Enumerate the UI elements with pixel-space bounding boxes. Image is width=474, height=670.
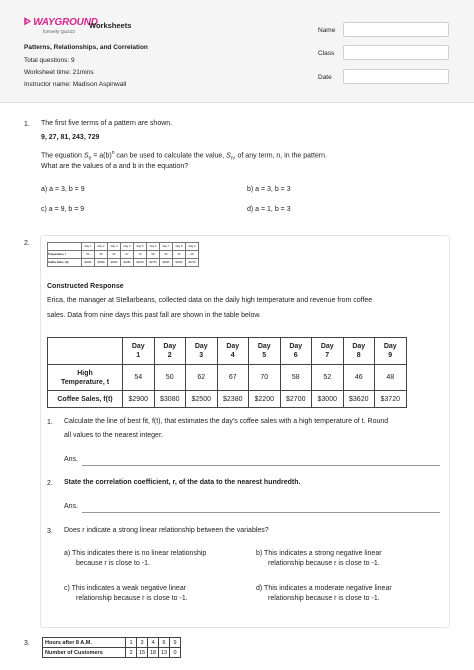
thumb-cell: $2900	[82, 259, 95, 267]
brand-subtitle: formerly Quizizz	[43, 29, 76, 34]
date-label: Date	[318, 74, 332, 81]
subquestion-1-ans-label: Ans.	[64, 456, 79, 463]
thumb-header: Day 1	[82, 243, 95, 251]
table-cell: 46	[343, 365, 375, 391]
table-header-day: Day 2	[154, 338, 186, 365]
thumb-cell: $2380	[121, 259, 134, 267]
thumb-row-label: Coffee Sales, f(t)	[48, 259, 82, 267]
table-cell: $2700	[280, 391, 312, 408]
table-cell: 0	[170, 648, 181, 658]
question-1-option-b[interactable]: b) a = 3, b = 3	[247, 186, 291, 193]
table-cell: 1	[126, 638, 137, 648]
table-cell: 52	[312, 365, 344, 391]
table-cell: 70	[249, 365, 281, 391]
table-cell: 18	[148, 648, 159, 658]
table-cell: $2900	[123, 391, 155, 408]
question-1-text: The first five terms of a pattern are shown.	[41, 120, 173, 127]
constructed-response-heading: Constructed Response	[47, 283, 124, 290]
name-field[interactable]	[343, 22, 449, 37]
subquestion-2-text: State the correlation coefficient, r, of the data to the nearest hundredth.	[64, 479, 301, 486]
table-cell: 15	[137, 648, 148, 658]
thumb-corner	[48, 243, 82, 251]
name-label: Name	[318, 27, 336, 34]
thumb-cell: 46	[173, 251, 186, 259]
table-header-day: Day 4	[217, 338, 249, 365]
thumb-header: Day 5	[134, 243, 147, 251]
table-cell: 2	[126, 648, 137, 658]
table-cell: 67	[217, 365, 249, 391]
table-cell: $2500	[186, 391, 218, 408]
thumb-cell: 62	[108, 251, 121, 259]
row-label-customers: Number of Customers	[43, 648, 126, 658]
table-cell: 4	[148, 638, 159, 648]
table-cell: 58	[280, 365, 312, 391]
thumb-header: Day 6	[147, 243, 160, 251]
date-field[interactable]	[343, 69, 449, 84]
thumb-header: Day 3	[108, 243, 121, 251]
thumb-header: Day 7	[160, 243, 173, 251]
table-header-day: Day 3	[186, 338, 218, 365]
thumb-cell: 67	[121, 251, 134, 259]
table-cell: $3080	[154, 391, 186, 408]
table-row-label-sales: Coffee Sales, f(t)	[48, 391, 123, 408]
subquestion-1-text-b: all values to the nearest integer.	[64, 432, 163, 439]
thumb-cell: 48	[186, 251, 199, 259]
worksheet-title: Patterns, Relationships, and Correlation	[24, 44, 148, 51]
worksheet-header	[0, 0, 474, 103]
class-label: Class	[318, 50, 335, 57]
table-cell: 48	[375, 365, 407, 391]
customers-table	[42, 637, 181, 658]
table-header-day: Day 9	[375, 338, 407, 365]
table-corner	[48, 338, 123, 365]
table-cell: $2380	[217, 391, 249, 408]
table-cell: 13	[159, 648, 170, 658]
subquestion-2-number: 2.	[47, 480, 53, 487]
logo-mark-icon: ᐈ	[24, 17, 32, 28]
thumb-cell: 52	[160, 251, 173, 259]
table-header-day: Day 8	[343, 338, 375, 365]
thumb-header: Day 8	[173, 243, 186, 251]
question-2-number: 2.	[24, 240, 30, 247]
thumb-row-label: Temperature, t	[48, 251, 82, 259]
table-header-day: Day 1	[123, 338, 155, 365]
question-1-equation: The equation $S_n = a(b)^n$ can be used to calculate the value, $S_n$, of any term, n, in the pattern.	[41, 150, 328, 162]
table-cell: $3720	[375, 391, 407, 408]
question-2-paragraph-2: sales. Data from nine days this past fall are shown in the table below.	[47, 312, 262, 319]
question-1-number: 1.	[24, 121, 30, 128]
thumb-cell: 50	[95, 251, 108, 259]
thumb-cell: $3720	[186, 259, 199, 267]
table-cell: 50	[154, 365, 186, 391]
thumb-cell: $2700	[147, 259, 160, 267]
thumb-header: Day 2	[95, 243, 108, 251]
subquestion-3-number: 3.	[47, 528, 53, 535]
thumb-cell: $3080	[95, 259, 108, 267]
question-2-paragraph-1: Erica, the manager at Stellarbeans, collected data on the daily high temperature and revenue from coffee	[47, 297, 373, 304]
subquestion-1-number: 1.	[47, 419, 53, 426]
question-1-option-d[interactable]: d) a = 1, b = 3	[247, 206, 291, 213]
subquestion-3-option-b[interactable]: b) This indicates a strong negative linear relationship because r is close to -1.	[256, 550, 382, 567]
subquestion-1-answer-line[interactable]	[82, 465, 440, 466]
question-2-thumbnail-table	[47, 242, 199, 267]
table-cell: $3000	[312, 391, 344, 408]
table-header-day: Day 7	[312, 338, 344, 365]
thumb-header: Day 9	[186, 243, 199, 251]
table-row-label-temperature: High Temperature, t	[48, 365, 123, 391]
thumb-cell: 54	[82, 251, 95, 259]
subquestion-1-text-a: Calculate the line of best fit, f(t), that estimates the day's coffee sales with a high temperature of t. Round	[64, 418, 389, 425]
worksheets-label: Worksheets	[89, 21, 132, 30]
question-1-sequence: 9, 27, 81, 243, 729	[41, 134, 100, 141]
thumb-cell: $3620	[173, 259, 186, 267]
table-cell: 9	[170, 638, 181, 648]
class-field[interactable]	[343, 45, 449, 60]
table-cell: $2200	[249, 391, 281, 408]
question-3-number: 3.	[24, 640, 30, 647]
table-cell: 6	[159, 638, 170, 648]
worksheet-time: Worksheet time: 21mins	[24, 69, 94, 76]
question-1-prompt: What are the values of a and b in the equation?	[41, 163, 189, 170]
thumb-cell: 58	[147, 251, 160, 259]
thumb-cell: $2200	[134, 259, 147, 267]
brand-logo	[24, 17, 98, 28]
table-header-day: Day 5	[249, 338, 281, 365]
thumb-cell: 70	[134, 251, 147, 259]
subquestion-3-text: Does r indicate a strong linear relationship between the variables?	[64, 527, 269, 534]
table-cell: 62	[186, 365, 218, 391]
total-questions: Total questions: 9	[24, 57, 75, 64]
subquestion-3-option-a[interactable]: a) This indicates there is no linear relationship because r is close to -1.	[64, 550, 207, 567]
table-header-day: Day 6	[280, 338, 312, 365]
table-cell: 3	[137, 638, 148, 648]
table-cell: 54	[123, 365, 155, 391]
question-1-option-c[interactable]: c) a = 9, b = 9	[41, 206, 85, 213]
subquestion-3-option-c[interactable]: c) This indicates a weak negative linear relationship because r is close to -1.	[64, 585, 188, 602]
brand-name: WAYGROUND	[33, 17, 98, 28]
instructor-name: Instructor name: Madison Aspinwall	[24, 81, 127, 88]
row-label-hours: Hours after 8 A.M.	[43, 638, 126, 648]
subquestion-2-answer-line[interactable]	[82, 512, 440, 513]
coffee-sales-table	[47, 337, 407, 408]
subquestion-3-option-d[interactable]: d) This indicates a moderate negative linear relationship because r is close to -1.	[256, 585, 392, 602]
table-cell: $3620	[343, 391, 375, 408]
thumb-header: Day 4	[121, 243, 134, 251]
thumb-cell: $3000	[160, 259, 173, 267]
question-1-option-a[interactable]: a) a = 3, b = 9	[41, 186, 85, 193]
subquestion-2-ans-label: Ans.	[64, 503, 79, 510]
thumb-cell: $2500	[108, 259, 121, 267]
